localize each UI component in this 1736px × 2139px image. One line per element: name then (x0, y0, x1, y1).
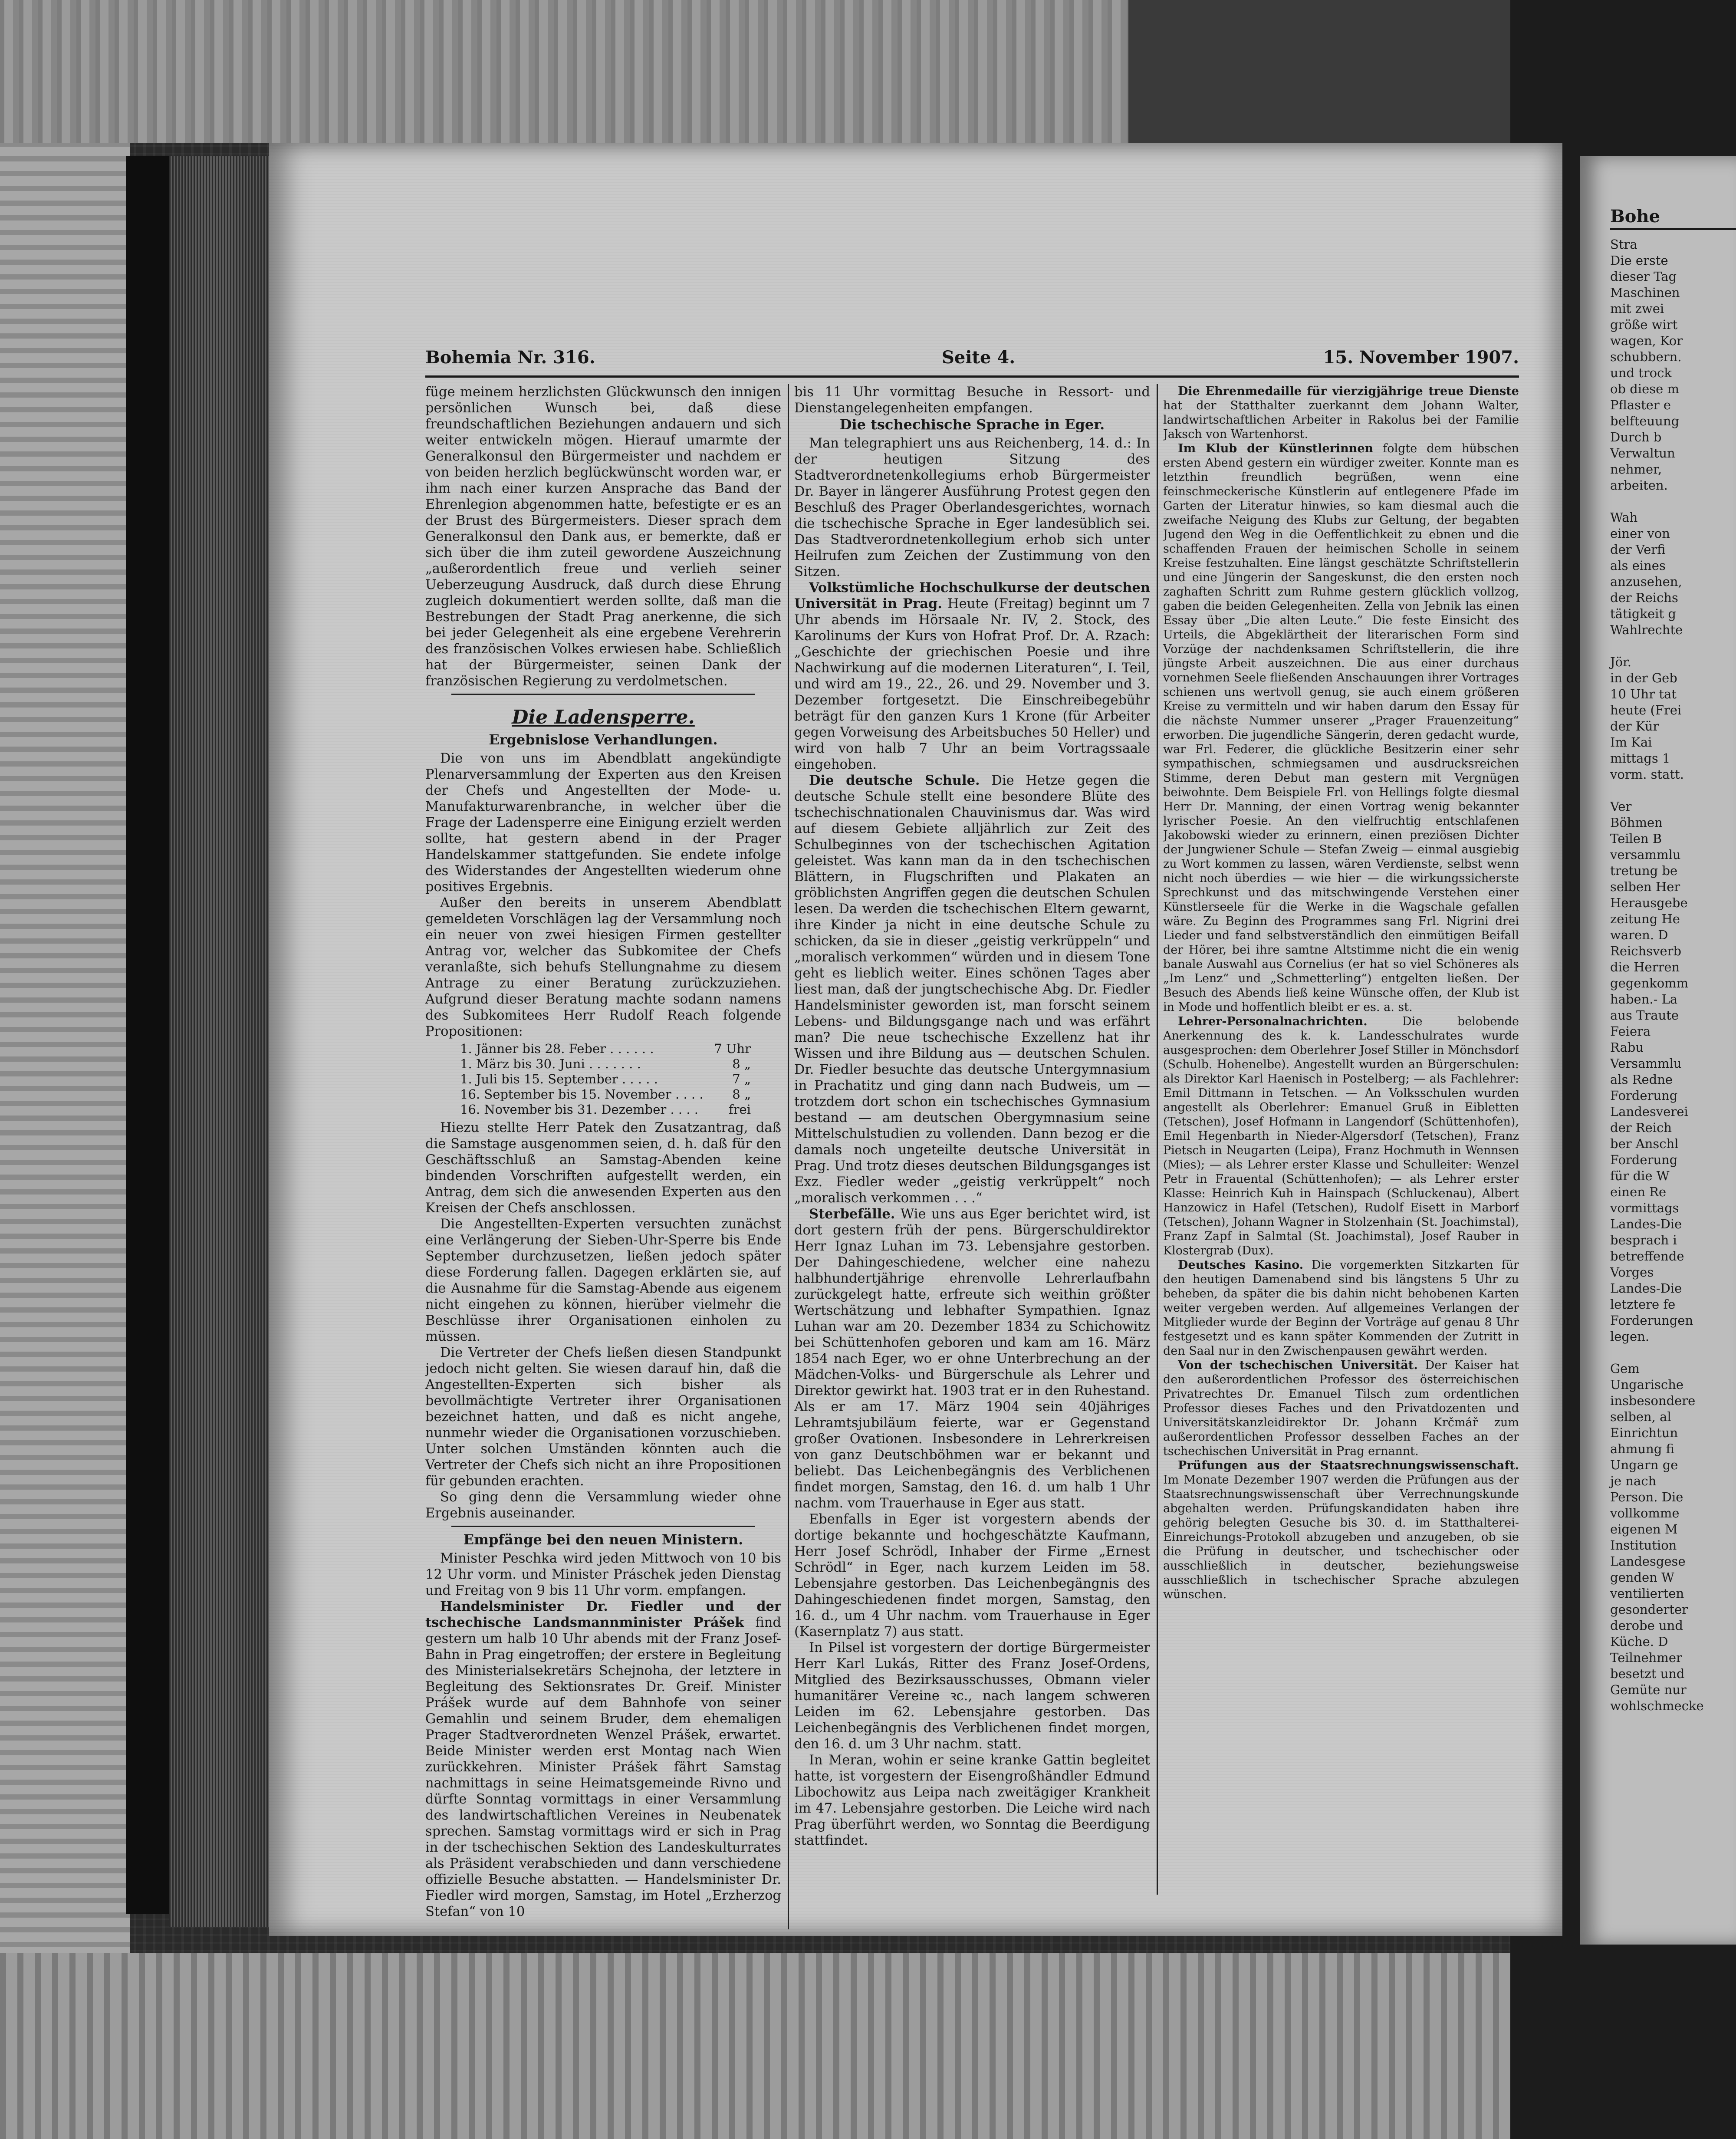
article-title: Die Ladensperre. (512, 706, 695, 728)
facing-page-line: zeitung He (1610, 912, 1680, 926)
facing-page-line: mittags 1 (1610, 751, 1670, 766)
article-text: Die von uns im Abendblatt angekündigte Plenarversammlung der Experten aus den Kreisen der Chefs und Angestellten der Mode- u. Manufakturwarenbranche, in welcher über die Frage der Ladensperre eine Einigung erzielt werden sollte, hat gestern abend in der Prager Handelskammer stattgefunden. Sie endete infolge des Widerstandes der Angestellten wiederum ohne positives Ergebnis. (425, 751, 781, 895)
facing-page-line: Verwaltun (1610, 446, 1675, 461)
facing-page-line: legen. (1610, 1329, 1650, 1344)
facing-page-line (1610, 1345, 1736, 1361)
article-heading: Prüfungen aus der Staatsrechnungswissenschaft. (1178, 1459, 1519, 1472)
facing-page-line: der Reich (1610, 1120, 1672, 1135)
facing-page-line: gegenkomm (1610, 976, 1689, 991)
facing-page-line: tätigkeit g (1610, 606, 1676, 621)
facing-page-line: der Reichs (1610, 590, 1678, 605)
article-text: So ging denn die Versammlung wieder ohne Ergebnis auseinander. (425, 1490, 781, 1521)
facing-page-line: vorm. statt. (1610, 767, 1684, 782)
facing-page-line: insbesondere (1610, 1393, 1696, 1408)
article-text: Im Monate Dezember 1907 werden die Prüfungen aus der Staatsrechnungswissenschaft über Verrechnungskunde abgehalten werden. Prüfungskandidaten haben ihre gehörig belegten Gesuche bis 30. d. im Statthalterei-Einreichungs-Protokoll abzugeben und anzugeben, ob sie die Prüfung in deutscher, und tschechischer oder ausschließlich in deutscher, beziehungsweise ausschließlich in tschechischer Sprache abzulegen wünschen. (1163, 1473, 1519, 1601)
article-heading: Volkstümliche Hochschulkurse der deutschen Universität in Prag. (794, 580, 1150, 612)
facing-page-line: Vorges (1610, 1265, 1654, 1280)
article-text: Der Kaiser hat den außerordentlichen Professor des österreichischen Privatrechtes Dr. Emanuel Tilsch zum ordentlichen Professor dieses Faches und den Privatdozenten und Universitätskanzleidirektor Dr. Johann Krčmář zum außerordentlichen Professor desselben Faches an der tschechischen Universität in Prag ernannt. (1163, 1359, 1519, 1458)
facing-page-line: Böhmen (1610, 815, 1663, 830)
facing-page-text (1610, 237, 1736, 1714)
facing-page-line: betreffende (1610, 1249, 1684, 1264)
article-text: Die Angestellten-Experten versuchten zunächst eine Verlängerung der Sieben-Uhr-Sperre bis Ende September durchzusetzen, ließen jedoch später diese Forderung fallen. Dagegen erklärten sie, auf die Ausnahme für die Samstag-Abende aus eigenem nicht eingehen zu können, hierüber vielmehr die Beschlüsse ihrer Organisationen einholen zu müssen. (425, 1217, 781, 1344)
facing-page-line: ob diese m (1610, 382, 1680, 396)
facing-page-line: Forderung (1610, 1152, 1678, 1167)
facing-page-rule (1610, 228, 1736, 230)
facing-page-line: der Verfi (1610, 542, 1666, 557)
article-text: Die belobende Anerkennung des k. k. Landesschulrates wurde ausgesprochen: dem Oberlehrer Josef Stiller in Mönchsdorf (Schulb. Hohenelbe). Angestellt wurden an Bürgerschulen: als Direktor Karl Haenisch in Postelberg; — als Fachlehrer: Emil Dittmann in Tetschen. — An Volksschulen wurden angestellt als Oberlehrer: Emanuel Gruß in Eibletten (Tetschen), Josef Hofmann in Langendorf (Schüttenhofen), Emil Hegenbarth in Nieder-Algersdorf (Tetschen), Franz Pietsch in Neugarten (Leipa), Franz Hochmuth in Wennsen (Mies); — als Lehrer erster Klasse und Schulleiter: Wenzel Petr in Frauental (Schüttenhofen); — als Lehrer erster Klasse: Heinrich Kuh in Hainspach (Schluckenau), Albert Hanzowicz in Hafel (Tetschen), Rudolf Eisett in Marborf (Tetschen), Johann Wagner in Stolzenhain (St. Joachimstal), Franz Zapf in Salmtal (St. Joachimstal), Josef Rauber in Klostergrab (Dux). (1163, 1015, 1519, 1257)
article-title: Empfänge bei den neuen Ministern. (463, 1531, 743, 1548)
column-divider (788, 384, 789, 1929)
article-separator (451, 694, 755, 695)
article-text: Man telegraphiert uns aus Reichenberg, 14. d.: In der heutigen Sitzung des Stadtverordnetenkollegiums erhob Bürgermeister Dr. Bayer in längerer Ausführung Protest gegen den Beschluß des Prager Oberlandesgerichtes, wornach die tschechische Sprache in Eger landesüblich sei. Das Stadtverordnetenkollegium erhob sich unter Heilrufen zum Zeichen der Zustimmung von den Sitzen. (794, 436, 1150, 579)
facing-page-line: Institution (1610, 1538, 1677, 1553)
page-header (425, 347, 1519, 373)
facing-page-line: Rabu (1610, 1040, 1644, 1055)
column-1 (425, 384, 781, 1929)
article-text: Minister Peschka wird jeden Mittwoch von 10 bis 12 Uhr vorm. und Minister Práschek jeden Dienstag und Freitag von 9 bis 11 Uhr vorm. empfangen. (425, 1551, 781, 1598)
article-heading: Von der tschechischen Universität. (1178, 1359, 1418, 1372)
facing-page-line: besprach i (1610, 1233, 1677, 1247)
facing-page-line: Feiera (1610, 1024, 1651, 1039)
facing-page-line: die Herren (1610, 960, 1680, 974)
facing-page-line: wohlschmecke (1610, 1698, 1704, 1713)
facing-page-line: ventilierten (1610, 1586, 1684, 1601)
facing-page-line: Wahlrechte (1610, 622, 1683, 637)
article-separator (451, 1526, 755, 1527)
article-text: Die Vertreter der Chefs ließen diesen Standpunkt jedoch nicht gelten. Sie wiesen darauf hin, daß die Angestellten-Experten sich bisher als bevollmächtigte Vertreter ihrer Organisationen bezeichnet hatten, und daß es nicht angehe, nunmehr wieder die Organisationen vorzuschieben. Unter solchen Umständen könnten auch die Vertreter der Chefs sich nicht an ihre Propositionen für gebunden erachten. (425, 1345, 781, 1489)
list-item: 1. März bis 30. Juni . . . . . . . 8 „ (460, 1056, 751, 1071)
article-text: Außer den bereits in unserem Abendblatt gemeldeten Vorschlägen lag der Versammlung noch ein neuer von zwei hiesigen Firmen gestellter Antrag vor, welcher das Subkomitee der Chefs veranlaßte, sich behufs Stellungnahme zu diesem Antrage zu einer Beratung zurückzuziehen. Aufgrund dieser Beratung machte sodann namens des Subkomitees Herr Rudolf Reach folgende Propositionen: (425, 895, 781, 1039)
facing-page-line: Durch b (1610, 430, 1662, 444)
facing-page-line: Einrichtun (1610, 1425, 1678, 1440)
facing-page-line: einer von (1610, 526, 1670, 541)
facing-page-line: Landesverei (1610, 1104, 1688, 1119)
scanner-top-shadow (1128, 0, 1519, 143)
list-item: 16. November bis 31. Dezember . . . . frei (460, 1102, 751, 1117)
facing-page-line: Teilen B (1610, 831, 1662, 846)
facing-page-line: heute (Frei (1610, 703, 1682, 717)
facing-page-line: Forderungen (1610, 1313, 1693, 1328)
facing-page-line: dieser Tag (1610, 269, 1677, 284)
facing-page-line: Im Kai (1610, 735, 1652, 750)
facing-page-line: belfteuung (1610, 414, 1680, 428)
facing-page-line: größe wirt (1610, 317, 1678, 332)
article-text: Die vorgemerkten Sitzkarten für den heutigen Damenabend sind bis längstens 5 Uhr zu beheben, da später die bis dahin nicht behobenen Karten weiter vergeben werden. Auf allgemeines Verlangen der Mitglieder wurde der Beginn der Vorträge auf genau 8 Uhr festgesetzt und es kann später Kommenden der Zutritt in den Saal nur in den Zwischenpausen gewährt werden. (1163, 1258, 1519, 1358)
article-text: Wie uns aus Eger berichtet wird, ist dort gestern früh der pens. Bürgerschuldirektor Herr Ignaz Luhan im 73. Lebensjahre gestorben. Der Dahingeschiedene, welcher eine nahezu halbhundertjährige ehrenvolle Lehrerlaufbahn zurückgelegt hatte, erfreute sich weithin größter Wertschätzung und lebhafter Sympathien. Ignaz Luhan war am 20. Dezember 1834 zu Schichowitz bei Schüttenhofen geboren und kam am 16. März 1854 nach Eger, wo er ohne Unterbrechung an der Mädchen-Volks- und Bürgerschule als Lehrer und Direktor gewirkt hat. 1903 trat er in den Ruhestand. Als er am 17. März 1904 sein 40jähriges Lehramtsjubiläum feierte, war er Gegenstand großer Ovationen. Insbesondere in Lehrerkreisen von ganz Deutschböhmen war er bekannt und beliebt. Das Leichenbegängnis des Verblichenen findet morgen, Samstag, den 16. d. um halb 1 Uhr nachm. vom Trauerhause in Eger aus statt. (794, 1207, 1150, 1511)
facing-page-line: einen Re (1610, 1185, 1667, 1199)
facing-page-line: selben Her (1610, 879, 1680, 894)
column-divider (1157, 384, 1158, 1895)
facing-page-line: genden W (1610, 1570, 1674, 1585)
facing-page-line: für die W (1610, 1168, 1670, 1183)
facing-page-line: aus Traute (1610, 1008, 1679, 1023)
facing-page-line: Landes-Die (1610, 1217, 1682, 1231)
article-heading: Im Klub der Künstlerinnen (1178, 442, 1374, 455)
facing-page-line: besetzt und (1610, 1666, 1685, 1681)
facing-page-line: Forderung (1610, 1088, 1678, 1103)
facing-page-line: Teilnehmer (1610, 1650, 1682, 1665)
article-text: Hiezu stellte Herr Patek den Zusatzantrag, daß die Samstage ausgenommen seien, d. h. daß für den Geschäftsschluß an Samstag-Abenden keine bindenden Vorschriften aufgestellt werden, ein Antrag, dem sich die anwesenden Experten aus den Kreisen der Chefs anschlossen. (425, 1120, 781, 1216)
facing-page-line: Ungarn ge (1610, 1458, 1678, 1472)
article-text: hat der Statthalter zuerkannt dem Johann Walter, landwirtschaftlichen Arbeiter in Rakolus bei der Familie Jaksch von Wartenhorst. (1163, 399, 1519, 441)
article-text: In Meran, wohin er seine kranke Gattin begleitet hatte, ist vorgestern der Eisengroßhändler Edmund Libochowitz aus Leipa nach zweitägiger Krankheit im 47. Lebensjahre gestorben. Die Leiche wird nach Prag überführt werden, wo Sonntag die Beerdigung stattfindet. (794, 1753, 1150, 1848)
facing-page-line: Pflaster e (1610, 398, 1671, 412)
facing-page-line: Küche. D (1610, 1634, 1668, 1649)
facing-page-line: Wah (1610, 510, 1638, 525)
facing-page-line (1610, 494, 1736, 510)
facing-page-line: letztere fe (1610, 1297, 1676, 1312)
article-text: bis 11 Uhr vormittag Besuche in Ressort- und Dienstangelegenheiten empfangen. (794, 385, 1150, 416)
facing-page-line: Person. Die (1610, 1490, 1683, 1504)
issue-date: 15. November 1907. (1323, 347, 1519, 368)
facing-page-line: der Kür (1610, 719, 1659, 734)
facing-page-line: Landes-Die (1610, 1281, 1682, 1296)
column-2 (794, 384, 1150, 1895)
article-heading: Die deutsche Schule. (809, 773, 980, 788)
page-number: Seite 4. (942, 347, 1016, 368)
facing-page-line: Maschinen (1610, 285, 1680, 300)
book-page-edges (169, 156, 269, 1927)
facing-page-line: eigenen M (1610, 1522, 1678, 1537)
facing-page (1580, 156, 1736, 1945)
facing-page-line: waren. D (1610, 928, 1668, 942)
article-text: In Pilsel ist vorgestern der dortige Bürgermeister Herr Karl Lukás, Ritter des Franz Josef-Ordens, Mitglied des Bezirksausschusses, Obmann vieler humanitärer Vereine ꝛc., nach langem schweren Leiden im 62. Lebensjahre gestorben. Das Leichenbegängnis des Verblichenen findet morgen, den 16. d. um 3 Uhr nachm. statt. (794, 1640, 1150, 1752)
article-heading: Handelsminister Dr. Fiedler und der tschechische Landsmannminister Prášek (425, 1599, 781, 1630)
facing-page-line: vormittags (1610, 1201, 1679, 1215)
article-text: folgte dem hübschen ersten Abend gestern ein würdiger zweiter. Konnte man es letzthin freundlich begrüßen, wenn eine feinschmeckerische Künstlerin auf entlegenere Pfade im Garten der Literatur hinwies, so kam diesmal auch die zweifache Neigung des Klubs zur Geltung, der begabten Jugend den Weg in die Oeffentlichkeit zu ebnen und die schaffenden Frauen der heimischen Scholle in seinem Kreise festzuhalten. Eine längst geschätzte Schriftstellerin und eine Jüngerin der Sangeskunst, die den ersten noch zaghaften Schritt zum Ruhme gestern glücklich vollzog, gaben die beiden Gelegenheiten. Zella von Jebnik las einen Essay über „Die alten Leute.“ Die feste Einsicht des Urteils, die Abgeklärtheit der literarischen Form sind Vorzüge der nachdenksamen Schriftstellerin, die ihre jüngste Arbeit auszeichnen. Die aus einer durchaus vornehmen Seele fließenden Anschauungen ihrer Vortrages schienen uns wertvoll genug, sie auch einem größeren Kreise zu vermitteln und wir haben darum den Essay für die nächste Nummer unserer „Prager Frauenzeitung“ erworben. Die jugendliche Sängerin, deren gedacht wurde, war Frl. Federer, die glückliche Besitzerin einer sehr sympathischen, schmiegsamen und ausdrucksreichen Stimme, deren Debut man gestern mit Vergnügen beiwohnte. Dem Beispiele Frl. von Hellings folgte diesmal Herr Dr. Manning, der einen Vortrag wenig bekannter lyrischer Poesie. An den vielfruchtig entschlafenen Jakobowski wieder zu erinnern, einen preziösen Dichter der Jungwiener Schule — Stefan Zweig — einmal ausgiebig zu Wort kommen zu lassen, wären Verdienste, selbst wenn nicht noch überdies — wie hier — die wirkungssicherste Sprechkunst und das mitschwingende Verstehen einer Künstlerseele für die Werke in die Wagschale gefallen wäre. Zu Beginn des Programmes sang Frl. Nigrini drei Lieder und fand selbstverständlich den einmütigen Beifall der Hörer, bei ihre samtne Altstimme nicht die ein wenig banale Auswahl aus Cornelius (er hat so viel Schöneres als „Im Lenz“ und „Schmetterling“) entgelten ließen. Der Besuch des Abends ließ keine Wünsche offen, der Klub ist in Mode und hoffentlich bleibt er es. a. st. (1163, 442, 1519, 1014)
facing-page-line: Herausgebe (1610, 895, 1688, 910)
facing-page-line: mit zwei (1610, 301, 1664, 316)
scanner-left-strip (0, 143, 130, 2139)
facing-page-header: Bohe (1610, 206, 1660, 227)
list-item: 1. Juli bis 15. September . . . . . 7 „ (460, 1072, 751, 1086)
facing-page-line: als eines (1610, 558, 1666, 573)
facing-page-line: Ver (1610, 799, 1632, 814)
facing-page-line: haben.- La (1610, 992, 1678, 1007)
article-title: Die tschechische Sprache in Eger. (839, 416, 1105, 433)
facing-page-line (1610, 638, 1736, 654)
article-heading: Deutsches Kasino. (1178, 1258, 1304, 1272)
facing-page-line: und trock (1610, 365, 1672, 380)
list-item: 1. Jänner bis 28. Feber . . . . . . 7 Uhr (460, 1041, 751, 1056)
newspaper-page (269, 143, 1562, 1936)
facing-page-line: schubbern. (1610, 349, 1682, 364)
article-text: Die Hetze gegen die deutsche Schule stellt eine besondere Blüte des tschechischnationalen Chauvinismus dar. Was wird auf diesem Gebiete alljährlich zur Zeit des Schulbeginnes von der tschechischen Agitation geleistet. Was kann man da in den tschechischen Blättern, in Flugschriften und Plakaten an gröblichsten Angriffen gegen die deutschen Schulen lesen. Da werden die tschechischen Eltern gewarnt, ihre Kinder ja nicht in eine deutsche Schule zu schicken, da sie in dieser „geistig verkrüppeln“ und „moralisch verkommen“ würden und in diesem Tone geht es lieblich weiter. Eines schönen Tages aber liest man, daß der jungtschechische Abg. Dr. Fiedler Handelsminister geworden ist, man forscht seinem Lebens- und Bildungsgange nach und was erfährt man? Die neue tschechische Exzellenz hat ihr Wissen und ihre Bildung aus — deutschen Schulen. Dr. Fiedler besuchte das deutsche Untergymnasium in Prachatitz und ging dann nach Budweis, um — trotzdem dort schon ein tschechisches Gymnasium bestand — am deutschen Obergymnasium seine Mittelschulstudien zu vollenden. Dann bezog er die damals noch ungeteilte deutsche Universität in Prag. Und trotz dieses deutschen Bildungsganges ist Exz. Fiedler weder „geistig verkrüppelt“ noch „moralisch verkommen . . .“ (794, 773, 1150, 1206)
facing-page-line: in der Geb (1610, 671, 1677, 685)
list-item: 16. September bis 15. November . . . . 8 „ (460, 1087, 751, 1102)
facing-page-line: als Redne (1610, 1072, 1673, 1087)
article-heading: Die Ehrenmedaille für vierzigjährige treue Dienste (1178, 385, 1519, 398)
facing-page-line: Jör. (1610, 655, 1631, 669)
facing-page-line: selben, al (1610, 1409, 1671, 1424)
facing-page-line: wagen, Kor (1610, 333, 1683, 348)
article-text: find gestern um halb 10 Uhr abends mit der Franz Josef-Bahn in Prag eingetroffen; der erstere in Begleitung des Ministerialsekretärs Schejnoha, der letztere in Begleitung des Sektionsrates Dr. Greif. Minister Prášek wurde auf dem Bahnhofe von seiner Gemahlin und seinem Bruder, dem ehemaligen Prager Stadtverordneten Wenzel Prášek, erwartet. Beide Minister werden erst Montag nach Wien zurückkehren. Minister Prášek fährt Samstag nachmittags in seine Heimatsgemeinde Rivno und dürfte Sonntag vormittags in einer Versammlung des landwirtschaftlichen Vereines in Neubenatek sprechen. Samstag vormittags wird er sich in Prag in der tschechischen Sektion des Landeskulturrates als Präsident verabschieden und dann verschiedene offizielle Besuche abstatten. — Handelsminister Dr. Fiedler wird morgen, Samstag, im Hotel „Erzherzog Stefan“ von 10 (425, 1615, 781, 1919)
facing-page-line: Reichsverb (1610, 944, 1682, 958)
facing-page-line: Gemüte nur (1610, 1682, 1687, 1697)
article-text: Ebenfalls in Eger ist vorgestern abends der dortige bekannte und hochgeschätzte Kaufmann, Herr Josef Schrödl, Inhaber der Firme „Ernest Schrödl“ in Eger, nach kurzem Leiden im 58. Lebensjahre gestorben. Das Leichenbegängnis des Dahingeschiedenen findet morgen, Samstag, den 16. d., um 4 Uhr nachm. vom Trauerhause in Eger (Kasernplatz 7) aus statt. (794, 1512, 1150, 1639)
facing-page-line: ahmung fi (1610, 1441, 1674, 1456)
article-text: füge meinem herzlichsten Glückwunsch den innigen persönlichen Wunsch bei, daß diese freundschaftlichen Beziehungen andauern und sich weiter entwickeln mögen. Hierauf umarmte der Generalkonsul den Bürgermeister und nachdem er von beiden herzlich beglückwünscht worden war, er ihm nach einer kurzen Ansprache das Band der Ehrenlegion abgenommen hatte, befestigte er es an der Brust des Bürgermeisters. Dieser sprach dem Generalkonsul den Dank aus, er bemerkte, daß er sich über die ihm zuteil gewordene Auszeichnung „außerordentlich freue und verlieh seiner Ueberzeugung Ausdruck, daß durch diese Ehrung zugleich dokumentiert werden sollte, daß man die Bestrebungen der Stadt Prag anerkenne, die sich bei jeder Gelegenheit als eine ergebene Verehrerin des französischen Volkes erwiesen habe. Schließlich hat der Bürgermeister, seinen Dank der französischen Regierung zu verdolmetschen. (425, 385, 781, 689)
article-heading: Sterbefälle. (809, 1206, 895, 1222)
facing-page-line: vollkomme (1610, 1506, 1680, 1520)
facing-page-line: arbeiten. (1610, 478, 1668, 493)
article-subtitle: Ergebnislose Verhandlungen. (489, 731, 718, 748)
facing-page-line: nehmer, (1610, 462, 1662, 477)
facing-page-line: Stra (1610, 237, 1637, 252)
facing-page-line: versammlu (1610, 847, 1681, 862)
facing-page-line: Landesgese (1610, 1554, 1686, 1569)
facing-page-line: gesonderter (1610, 1602, 1688, 1617)
facing-page-line: anzusehen, (1610, 574, 1682, 589)
facing-page-line: Gem (1610, 1361, 1640, 1376)
facing-page-line: Die erste (1610, 253, 1668, 268)
facing-page-line: derobe und (1610, 1618, 1683, 1633)
column-3 (1163, 384, 1519, 1886)
facing-page-line: 10 Uhr tat (1610, 687, 1677, 701)
article-text: Heute (Freitag) beginnt um 7 Uhr abends im Hörsaale Nr. IV, 2. Stock, des Karolinums der Kurs von Hofrat Prof. Dr. A. Rzach: „Geschichte der griechischen Poesie und ihre Nachwirkung auf die modernen Literaturen“, I. Teil, und wird am 19., 22., 26. und 29. November und 3. Dezember fortgesetzt. Die Einschreibegebühr beträgt für den ganzen Kurs 1 Krone (für Arbeiter gegen Vorweisung des Arbeitsbuches 50 Heller) und wird von halb 7 Uhr an beim Vortragssaale eingehoben. (794, 596, 1150, 772)
newspaper-issue: Bohemia Nr. 316. (425, 347, 595, 368)
facing-page-line: je nach (1610, 1474, 1657, 1488)
facing-page-line: tretung be (1610, 863, 1678, 878)
article-heading: Lehrer-Personalnachrichten. (1178, 1015, 1368, 1028)
facing-page-line (1610, 783, 1736, 799)
facing-page-line: Ungarische (1610, 1377, 1684, 1392)
hours-list (425, 1041, 781, 1117)
scanner-bottom-strip (0, 1953, 1736, 2139)
header-rule (425, 375, 1519, 378)
facing-page-line: Versammlu (1610, 1056, 1682, 1071)
facing-page-line: ber Anschl (1610, 1136, 1679, 1151)
